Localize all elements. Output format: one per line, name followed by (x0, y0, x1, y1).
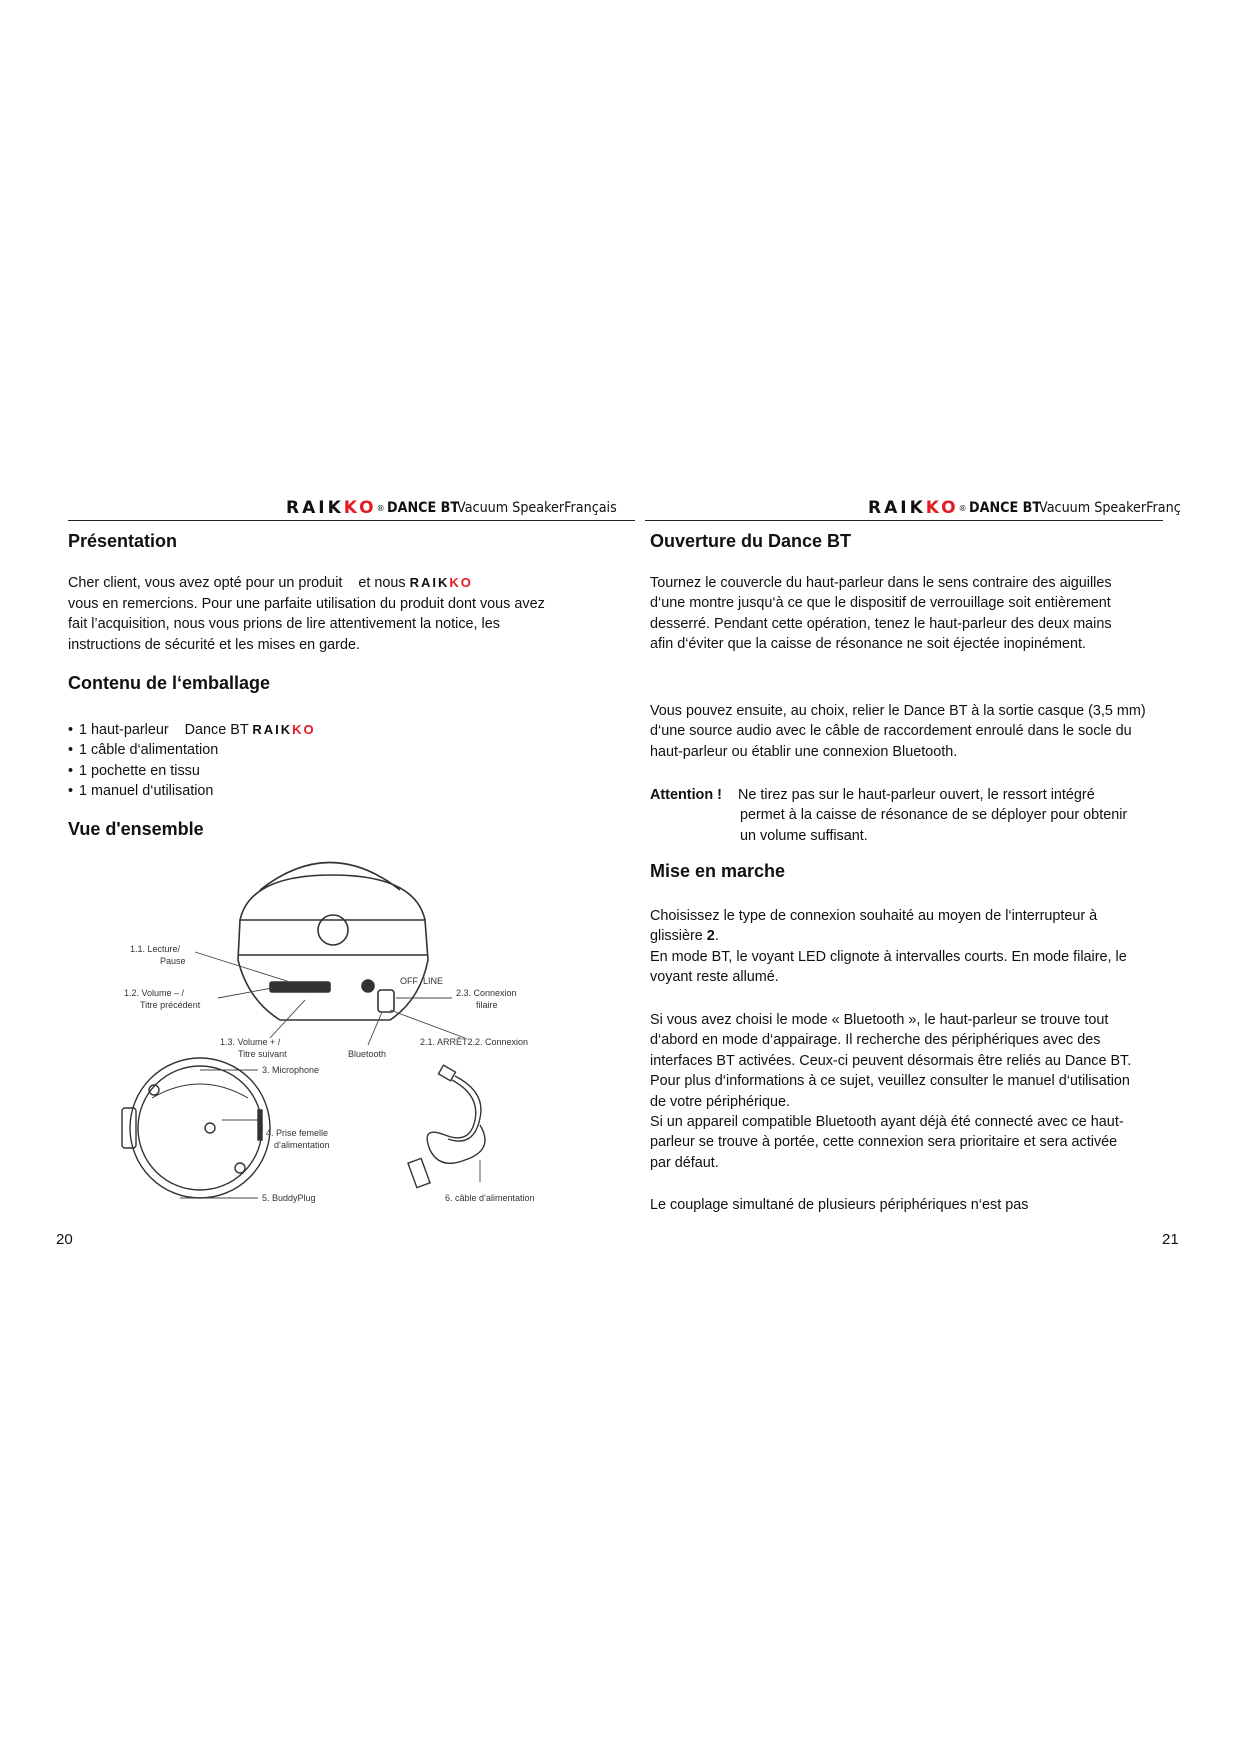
header-description: Vacuum SpeakerFrançais (456, 500, 617, 516)
startup-paragraph-3: Si un appareil compatible Bluetooth ayant déjà été connecté avec ce haut-parleur se trouve à portée, cette connexion sera prioritaire et sera activée par défaut. (650, 1114, 1124, 1171)
speaker-shell (238, 920, 428, 1020)
header-rule-right (645, 520, 1163, 521)
header-left: RAIKKO ® DANCE BT Vacuum SpeakerFrançais (286, 498, 617, 518)
section-title-opening: Ouverture du Dance BT (650, 531, 852, 551)
package-contents-list (68, 720, 518, 802)
switch-label-line: LINE (423, 976, 444, 986)
list-item: • 1 haut-parleur Dance BT RAIKKO (68, 720, 518, 740)
label-wired-connection-2: filaire (476, 1000, 498, 1010)
section-title-presentation: Présentation (68, 531, 178, 551)
startup-paragraph-1: Choisissez le type de connexion souhaité au moyen de l‘interrupteur à glissière 2. En mode BT, le voyant LED clignote à intervalles courts. En mode filaire, le voyant reste allumé. (650, 908, 1127, 986)
label-play-pause-2: Pause (160, 956, 186, 966)
opening-paragraph-2: Vous pouvez ensuite, au choix, relier le Dance BT à la sortie casque (3,5 mm) d‘une source audio avec le câble de raccordement enroulé dans le socle du haut-parleur ou établir une connexion Bluetooth. (650, 703, 1146, 760)
brand-logo: RAIKKO (868, 498, 959, 518)
label-power-socket: 4. Prise femelle (266, 1128, 329, 1138)
label-play-pause: 1.1. Lecture/ (130, 944, 181, 954)
startup-paragraph-4: Le couplage simultané de plusieurs périphériques n‘est pas (650, 1197, 1029, 1213)
power-cable-illustration (408, 1065, 485, 1187)
model-name: DANCE BT (968, 500, 1041, 516)
label-power-cable: 6. câble d‘alimentation (445, 1193, 535, 1203)
label-microphone: 3. Microphone (262, 1065, 320, 1075)
presentation-body: vous en remercions. Pour une parfaite utilisation du produit dont vous avez fait l’acquisition, nous vous prions de lire attentivement la notice, les instructions de sécurité et les mises en garde. (68, 596, 545, 653)
header-description: Vacuum SpeakerFranç (1038, 500, 1181, 516)
header-right: RAIKKO ® DANCE BT Vacuum SpeakerFranç (868, 498, 1181, 518)
brand-logo-inline: RAIKKO (409, 575, 473, 590)
label-bluetooth: Bluetooth (348, 1049, 387, 1059)
label-volume-plus-2: Titre suivant (238, 1049, 287, 1059)
slide-switch (378, 990, 394, 1012)
speaker-bottom-view (122, 1058, 270, 1198)
attention-label: Attention ! (650, 787, 722, 803)
bluetooth-icon (362, 980, 374, 992)
label-off-connection: 2.1. ARRÊT2.2. Connexion (420, 1037, 529, 1047)
switch-label-off: OFF (400, 976, 418, 986)
label-volume-minus-2: Titre précédent (140, 1000, 201, 1010)
brand-logo: RAIKKO (286, 498, 377, 518)
speaker-rim (240, 875, 425, 920)
startup-paragraph-2: Si vous avez choisi le mode « Bluetooth », le haut-parleur se trouve tout d‘abord en mode d‘appairage. Il recherche des périphériques avec des interfaces BT activées. Ceux-ci peuvent désormais être reliés au Dance BT. Pour plus d‘informations à ce sujet, veuillez consulter le manuel d‘utilisation de votre périphérique. (650, 1012, 1132, 1110)
model-name: DANCE BT (386, 500, 459, 516)
header-rule-left (68, 520, 635, 521)
label-buddyplug: 5. BuddyPlug (262, 1193, 316, 1203)
brand-logo-inline: RAIKKO (252, 722, 316, 737)
list-item: • 1 pochette en tissu (68, 761, 518, 781)
label-wired-connection: 2.3. Connexion (456, 988, 517, 998)
speaker-body (238, 863, 428, 1021)
section-title-startup: Mise en marche (650, 861, 786, 881)
page-number-left: 20 (56, 1231, 73, 1248)
speaker-overview-diagram (100, 860, 570, 1220)
list-item: • 1 câble d‘alimentation (68, 740, 518, 760)
label-volume-plus: 1.3. Volume + / (220, 1037, 281, 1047)
label-volume-minus: 1.2. Volume – / (124, 988, 185, 998)
speaker-dome (260, 863, 400, 891)
button-strip (270, 982, 330, 992)
section-title-overview: Vue d'ensemble (68, 819, 204, 839)
presentation-line1: Cher client, vous avez opté pour un produit et nous RAIKKO (68, 575, 473, 591)
attention-text: Ne tirez pas sur le haut-parleur ouvert, le ressort intégré permet à la caisse de résonance de se déployer pour obtenir un volume suffisant. (738, 787, 1128, 844)
opening-paragraph-1: Tournez le couvercle du haut-parleur dans le sens contraire des aiguilles d‘une montre jusqu‘à ce que le dispositif de verrouillage soit entièrement desserré. Pendant cette opération, tenez le haut-parleur des deux mains afin d‘éviter que la caisse de résonance ne soit éjectée inopinément. (650, 575, 1112, 653)
label-power-socket-2: d‘alimentation (274, 1140, 330, 1150)
section-title-contents: Contenu de l‘emballage (68, 673, 271, 693)
list-item: • 1 manuel d‘utilisation (68, 781, 518, 801)
page-number-right: 21 (1162, 1231, 1179, 1248)
